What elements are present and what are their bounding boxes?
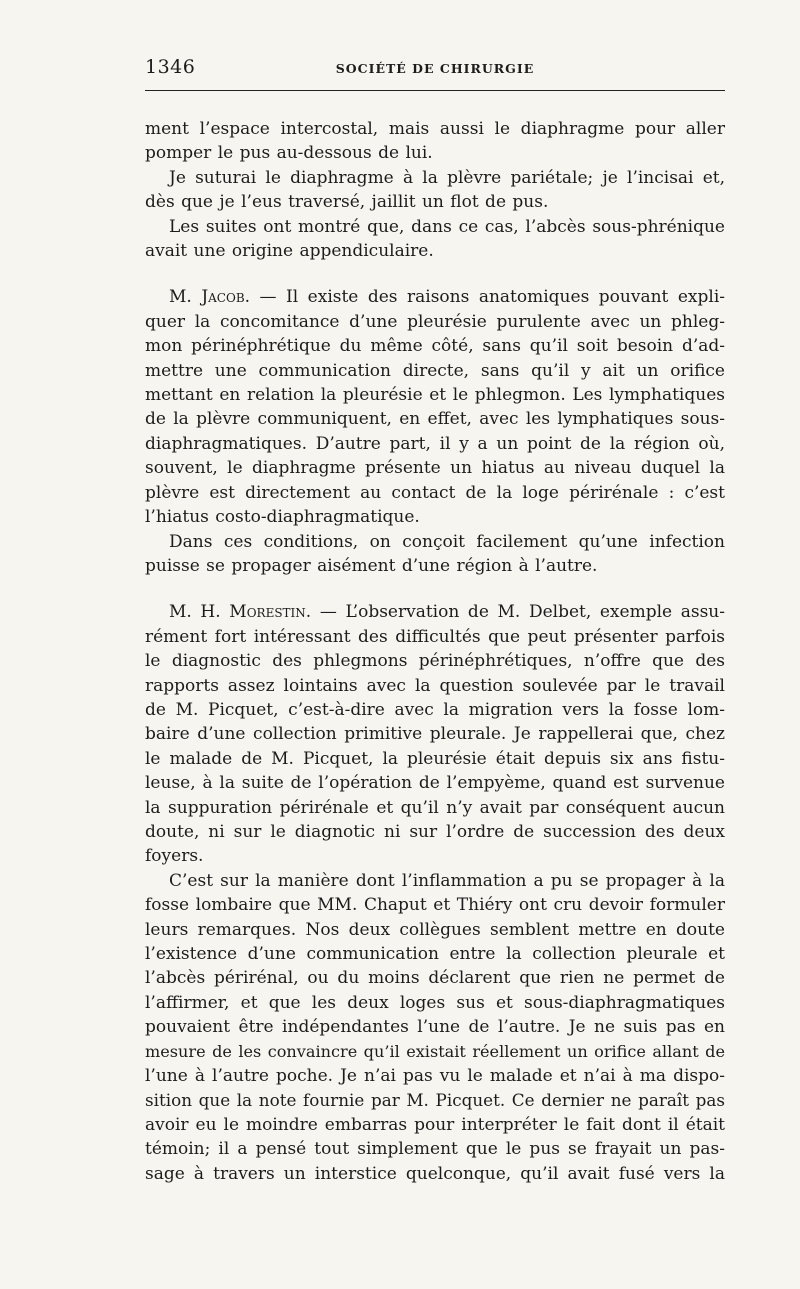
text-line: leurs remarques. Nos deux collègues semblent mettre en doute — [145, 919, 725, 940]
page-header — [145, 52, 725, 92]
paragraph-gap — [145, 578, 725, 600]
text-line: souvent, le diaphragme présente un hiatus au niveau duquel la — [145, 458, 725, 479]
text-line: Les suites ont montré que, dans ce cas, l’abcès sous-phrénique — [169, 216, 725, 237]
text-line: l’abcès périrénal, ou du moins déclarent que rien ne permet de — [145, 968, 725, 989]
text-line: doute, ni sur le diagnotic ni sur l’ordre de succession des deux — [145, 821, 725, 842]
text-line: mettant en relation la pleurésie et le phlegmon. Les lymphatiques — [145, 385, 725, 406]
text-line: leuse, à la suite de l’opération de l’empyème, quand est survenue — [145, 773, 725, 794]
speaker-name: Morestin. — [229, 602, 312, 623]
text-line: C’est sur la manière dont l’inflammation a pu se propager à la — [169, 870, 725, 891]
header-rule — [145, 90, 725, 91]
paragraph — [145, 166, 725, 215]
text-line: le malade de M. Picquet, la pleurésie était depuis six ans fistu- — [145, 748, 725, 769]
paragraph-jacob — [145, 285, 725, 529]
text-line: foyers. — [145, 846, 204, 867]
text-line: mettre une communication directe, sans qu’il y ait un orifice — [145, 360, 725, 381]
speaker-name: Jacob. — [201, 287, 251, 308]
text-line — [145, 600, 725, 624]
paragraph — [145, 869, 725, 1186]
text-line: rément fort intéressant des difficultés que peut présenter parfois — [145, 626, 725, 647]
body-text — [145, 117, 725, 1186]
text-line: mon périnéphrétique du même côté, sans qu’il soit besoin d’ad- — [145, 336, 725, 357]
text-line: avoir eu le moindre embarras pour interpréter le fait dont il était — [145, 1114, 725, 1135]
paragraph — [145, 117, 725, 166]
text-line: l’hiatus costo-diaphragmatique. — [145, 507, 420, 528]
text-line: plèvre est directement au contact de la loge périrénale : c’est — [145, 482, 725, 503]
text-line: sition que la note fournie par M. Picquet. Ce dernier ne paraît pas — [145, 1090, 725, 1111]
text-line: de la plèvre communiquent, en effet, avec les lymphatiques sous- — [145, 409, 725, 430]
page-number: 1346 — [145, 56, 196, 78]
text-line: pomper le pus au-dessous de lui. — [145, 143, 433, 164]
text-line: l’affirmer, et que les deux loges sus et sous-diaphragmatiques — [145, 992, 725, 1013]
text-line: fosse lombaire que MM. Chaput et Thiéry ont cru devoir formuler — [145, 895, 725, 916]
text-line: l’une à l’autre poche. Je n’ai pas vu le malade et n’ai à ma dispo- — [145, 1066, 725, 1087]
document-page — [145, 52, 725, 1186]
text-fragment: — L’observation de M. Delbet, exemple assu- — [311, 602, 725, 623]
text-line: quer la concomitance d’une pleurésie purulente avec un phleg- — [145, 311, 725, 332]
text-line: baire d’une collection primitive pleurale. Je rappellerai que, chez — [145, 724, 725, 745]
speaker-prefix: M. H. — [169, 602, 230, 623]
speaker-prefix: M. — [169, 287, 202, 308]
text-line: l’existence d’une communication entre la collection pleurale et — [145, 944, 725, 964]
text-line: le diagnostic des phlegmons périnéphrétiques, n’offre que des — [145, 651, 725, 672]
text-line: diaphragmatiques. D’autre part, il y a un point de la région où, — [145, 433, 725, 454]
text-line: de M. Picquet, c’est-à-dire avec la migration vers la fosse lom- — [145, 699, 725, 720]
text-line: mesure de les convaincre qu’il existait réellement un orifice allant de — [145, 1041, 725, 1061]
text-line: puisse se propager aisément d’une région à l’autre. — [145, 555, 598, 576]
paragraph-gap — [145, 263, 725, 285]
text-line: avait une origine appendiculaire. — [145, 241, 434, 262]
text-line: rapports assez lointains avec la question soulevée par le travail — [145, 675, 725, 696]
text-line — [145, 285, 725, 309]
text-line: dès que je l’eus traversé, jaillit un flot de pus. — [145, 192, 549, 213]
paragraph — [145, 530, 725, 579]
paragraph — [145, 215, 725, 264]
text-line: Je suturai le diaphragme à la plèvre pariétale; je l’incisai et, — [169, 167, 725, 188]
text-line: sage à travers un interstice quelconque, qu’il avait fusé vers la — [145, 1163, 725, 1184]
text-fragment: — Il existe des raisons anatomiques pouvant expli- — [250, 287, 726, 308]
text-line: pouvaient être indépendantes l’une de l’autre. Je ne suis pas en — [145, 1017, 725, 1038]
text-line: Dans ces conditions, on conçoit facilement qu’une infection — [169, 531, 725, 552]
text-line: la suppuration périrénale et qu’il n’y avait par conséquent aucun — [145, 797, 725, 818]
text-line: ment l’espace intercostal, mais aussi le diaphragme pour aller — [145, 119, 725, 139]
text-line: témoin; il a pensé tout simplement que le pus se frayait un pas- — [145, 1139, 725, 1160]
running-head: SOCIÉTÉ DE CHIRURGIE — [335, 61, 535, 76]
paragraph-morestin — [145, 600, 725, 868]
